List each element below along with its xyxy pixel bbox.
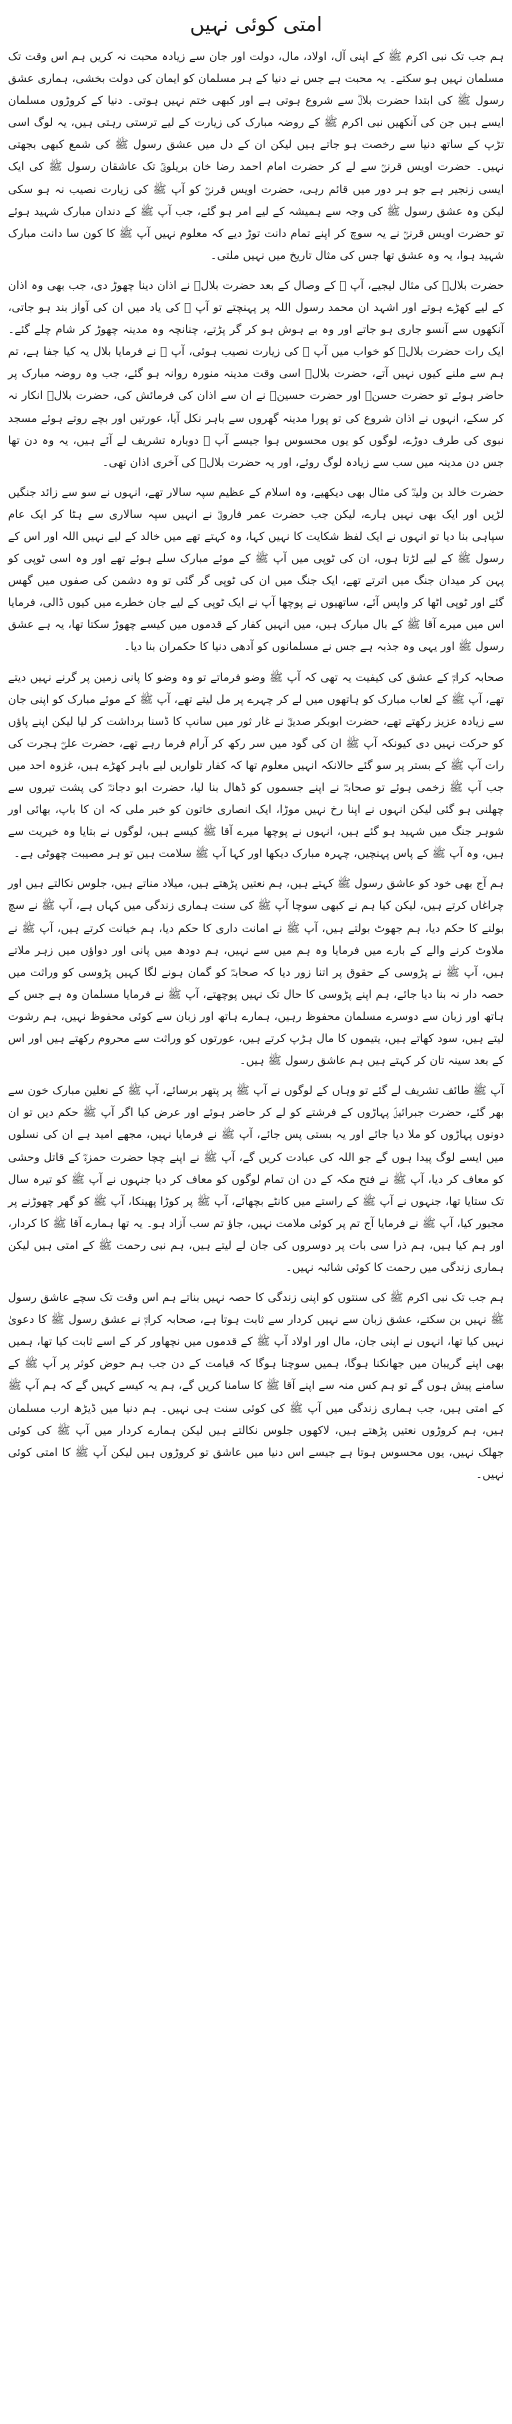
article-paragraph-4: صحابہ کرامؓ کے عشق کی کیفیت یہ تھی کہ آپ ﷺ وضو فرماتے تو وہ وضو کا پانی زمین پر گرنے نہیں دیتے تھے، آپ ﷺ کے لعاب مبارک کو ہاتھوں میں لے کر چہرے پر مل لیتے تھے، آپ ﷺ کے موئے مبارک کو اپنی جان سے زیادہ عزیز رکھتے تھے، حضرت ابوبکر صدیقؓ نے غار ثور میں سانپ کا ڈسنا برداشت کر لیا لیکن اپنے پاؤں کو حرکت نہیں دی کیونکہ آپ ﷺ ان کی گود میں سر رکھ کر آرام فرما رہے تھے، حضرت علیؓ ہجرت کی رات آپ ﷺ کے بستر پر سو گئے حالانکہ انہیں معلوم تھا کہ کفار تلواریں لیے باہر کھڑے ہیں، غزوہ احد میں جب آپ ﷺ زخمی ہوئے تو صحابہؓ نے اپنے جسموں کو ڈھال بنا لیا، حضرت ابو دجانہؓ کی پشت تیروں سے چھلنی ہو گئی لیکن انہوں نے اپنا رخ نہیں موڑا، ایک انصاری خاتون کو خبر ملی کہ ان کا باپ، بھائی اور شوہر جنگ میں شہید ہو گئے ہیں، انہوں نے پوچھا میرے آقا ﷺ کیسے ہیں، لوگوں نے بتایا وہ خیریت سے ہیں، وہ آپ ﷺ کے پاس پہنچیں، چہرہ مبارک دیکھا اور کہا آپ ﷺ سلامت ہیں تو ہر مصیبت چھوٹی ہے۔ [8,670,504,861]
article-body [8,46,504,1486]
article-title: امتی کوئی نہیں [189,12,323,36]
article-paragraph-6: آپ ﷺ طائف تشریف لے گئے تو وہاں کے لوگوں نے آپ ﷺ پر پتھر برسائے، آپ ﷺ کے نعلین مبارک خون سے بھر گئے، حضرت جبرائیلؑ پہاڑوں کے فرشتے کو لے کر حاضر ہوئے اور عرض کیا اگر آپ ﷺ حکم دیں تو ان دونوں پہاڑوں کو ملا دیا جائے اور یہ بستی پس جائے، آپ ﷺ نے فرمایا نہیں، مجھے امید ہے ان کی نسلوں میں ایسے لوگ پیدا ہوں گے جو اللہ کی عبادت کریں گے، آپ ﷺ نے اپنے چچا حضرت حمزہؓ کے قاتل وحشی کو معاف کر دیا، آپ ﷺ نے فتح مکہ کے دن ان تمام لوگوں کو معاف کر دیا جنہوں نے آپ ﷺ کو تیرہ سال تک ستایا تھا، جنہوں نے آپ ﷺ کے راستے میں کانٹے بچھائے، آپ ﷺ پر کوڑا پھینکا، آپ ﷺ کو گھر چھوڑنے پر مجبور کیا، آپ ﷺ نے فرمایا آج تم پر کوئی ملامت نہیں، جاؤ تم سب آزاد ہو۔ یہ تھا ہمارے آقا ﷺ کا کردار، اور ہم کیا ہیں، ہم ذرا سی بات پر دوسروں کی جان لے لیتے ہیں، ہم نبی رحمت ﷺ کے امتی ہیں لیکن ہماری زندگی میں رحمت کا کوئی شائبہ نہیں۔ [8,1084,504,1274]
article-paragraph-1: ہم جب تک نبی اکرم ﷺ کے اپنی آل، اولاد، مال، دولت اور جان سے زیادہ محبت نہ کریں ہم اس وقت تک مسلمان نہیں ہو سکتے۔ یہ محبت ہے جس نے دنیا کے ہر مسلمان کو ایمان کی دولت بخشی، ہماری عشق رسول ﷺ کی ابتدا حضرت بلالؓ سے شروع ہوتی ہے اور کبھی ختم نہیں ہوتی۔ دنیا کے کروڑوں مسلمان ایسے ہیں جن کی آنکھیں نبی اکرم ﷺ کے روضہ مبارک کی زیارت کے لیے ترستی رہتی ہیں، یہ لوگ اسی تڑپ کے ساتھ دنیا سے رخصت ہو جاتے ہیں لیکن ان کے دل میں عشق رسول ﷺ کی شمع کبھی بجھتی نہیں۔ حضرت اویس قرنیؒ سے لے کر حضرت امام احمد رضا خان بریلویؒ تک عاشقان رسول ﷺ کی ایک ایسی زنجیر ہے جو ہر دور میں قائم رہی، حضرت اویس قرنیؒ کو آپ ﷺ کی زیارت نصیب نہ ہو سکی لیکن وہ عشق رسول ﷺ کی وجہ سے ہمیشہ کے لیے امر ہو گئے، جب آپ ﷺ کے دندان مبارک شہید ہوئے تو حضرت اویس قرنیؒ نے یہ سوچ کر اپنے تمام دانت توڑ دیے کہ معلوم نہیں آپ ﷺ کا کون سا دانت مبارک شہید ہوا، یہ وہ عشق تھا جس کی مثال تاریخ میں نہیں ملتی۔ [8,50,504,262]
article-paragraph-3: حضرت خالد بن ولیدؓ کی مثال بھی دیکھیے، وہ اسلام کے عظیم سپہ سالار تھے، انہوں نے سو سے زائد جنگیں لڑیں اور ایک بھی نہیں ہارے، لیکن جب حضرت عمر فاروقؓ نے انہیں سپہ سالاری سے ہٹا کر ایک عام سپاہی بنا دیا تو انہوں نے ایک لفظ شکایت کا نہیں کہا، وہ کہتے تھے میں خالد کے لیے نہیں اللہ اور اس کے رسول ﷺ کے لیے لڑتا ہوں، ان کی ٹوپی میں آپ ﷺ کے موئے مبارک سلے ہوئے تھے اور وہ اسی ٹوپی کو پہن کر میدان جنگ میں اترتے تھے، ایک جنگ میں ان کی ٹوپی گر گئی تو وہ دشمن کی صفوں میں گھس گئے اور ٹوپی اٹھا کر واپس آئے، ساتھیوں نے پوچھا آپ نے ایک ٹوپی کے لیے جان خطرے میں کیوں ڈالی، فرمایا اس میں میرے آقا ﷺ کے بال مبارک ہیں، میں انہیں کفار کے قدموں میں کیسے چھوڑ سکتا تھا، یہ ہے عشق رسول ﷺ اور یہی وہ جذبہ ہے جس نے مسلمانوں کو آدھی دنیا کا حکمران بنا دیا۔ [8,485,504,654]
article-paragraph-2: حضرت بلالؓ کی مثال لیجیے، آپ ﷺ کے وصال کے بعد حضرت بلالؓ نے اذان دینا چھوڑ دی، جب بھی وہ اذان کے لیے کھڑے ہوتے اور اشہد ان محمد رسول اللہ پر پہنچتے تو آپ ﷺ کی یاد میں ان کی آواز بند ہو جاتی، آنکھوں سے آنسو جاری ہو جاتے اور وہ بے ہوش ہو کر گر پڑتے، چنانچہ وہ مدینہ چھوڑ کر شام چلے گئے۔ ایک رات حضرت بلالؓ کو خواب میں آپ ﷺ کی زیارت نصیب ہوئی، آپ ﷺ نے فرمایا بلال یہ کیا جفا ہے، تم ہم سے ملنے کیوں نہیں آتے، حضرت بلالؓ اسی وقت مدینہ منورہ روانہ ہو گئے، جب وہ روضہ مبارک پر حاضر ہوئے تو حضرت حسنؓ اور حضرت حسینؓ نے ان سے اذان کی فرمائش کی، حضرت بلالؓ انکار نہ کر سکے، انہوں نے اذان شروع کی تو پورا مدینہ گھروں سے باہر نکل آیا، عورتیں اور بچے روتے ہوئے مسجد نبوی کی طرف دوڑے، لوگوں کو یوں محسوس ہوا جیسے آپ ﷺ دوبارہ تشریف لے آئے ہیں، یہ وہ دن تھا جس دن مدینہ میں سب سے زیادہ لوگ روئے، اور یہ حضرت بلالؓ کی آخری اذان تھی۔ [8,278,504,469]
article-paragraph-5: ہم آج بھی خود کو عاشق رسول ﷺ کہتے ہیں، ہم نعتیں پڑھتے ہیں، میلاد مناتے ہیں، جلوس نکالتے ہیں اور چراغاں کرتے ہیں، لیکن کیا ہم نے کبھی سوچا آپ ﷺ کی سنت ہماری زندگی میں کہاں ہے، آپ ﷺ نے سچ بولنے کا حکم دیا، ہم جھوٹ بولتے ہیں، آپ ﷺ نے امانت داری کا حکم دیا، ہم خیانت کرتے ہیں، آپ ﷺ نے ملاوٹ کرنے والے کے بارے میں فرمایا وہ ہم میں سے نہیں، ہم دودھ میں پانی اور دواؤں میں زہر ملاتے ہیں، آپ ﷺ نے پڑوسی کے حقوق پر اتنا زور دیا کہ صحابہؓ کو گمان ہونے لگا کہیں پڑوسی کو وراثت میں حصہ دار نہ بنا دیا جائے، ہم اپنے پڑوسی کا حال تک نہیں پوچھتے، آپ ﷺ نے فرمایا مسلمان وہ ہے جس کے ہاتھ اور زبان سے دوسرے مسلمان محفوظ رہیں، ہمارے ہاتھ اور زبان سے کوئی محفوظ نہیں، ہم رشوت لیتے ہیں، سود کھاتے ہیں، یتیموں کا مال ہڑپ کرتے ہیں، عورتوں کو وراثت سے محروم رکھتے ہیں اور اس کے بعد سینہ تان کر کہتے ہیں ہم عاشق رسول ﷺ ہیں۔ [8,877,504,1068]
article-paragraph-7: ہم جب تک نبی اکرم ﷺ کی سنتوں کو اپنی زندگی کا حصہ نہیں بناتے ہم اس وقت تک سچے عاشق رسول ﷺ نہیں بن سکتے، عشق زبان سے نہیں کردار سے ثابت ہوتا ہے، صحابہ کرامؓ نے عشق رسول ﷺ کا دعویٰ نہیں کیا تھا، انہوں نے اپنی جان، مال اور اولاد آپ ﷺ کے قدموں میں نچھاور کر کے اسے ثابت کیا تھا، ہمیں بھی اپنے گریبان میں جھانکنا ہوگا، ہمیں سوچنا ہوگا کہ قیامت کے دن جب ہم حوض کوثر پر آپ ﷺ کے سامنے پیش ہوں گے تو ہم کس منہ سے اپنے آقا ﷺ کا سامنا کریں گے، ہم یہ کیسے کہیں گے کہ ہم آپ ﷺ کے امتی ہیں، جب ہماری زندگی میں آپ ﷺ کی کوئی سنت ہی نہیں۔ ہم دنیا میں ڈیڑھ ارب مسلمان ہیں، ہم کروڑوں نعتیں پڑھتے ہیں، لاکھوں جلوس نکالتے ہیں لیکن ہمارے کردار میں آپ ﷺ کی کوئی جھلک نہیں، یوں محسوس ہوتا ہے جیسے اس دنیا میں عاشق تو کروڑوں ہیں لیکن آپ ﷺ کا امتی کوئی نہیں۔ [8,1291,504,1481]
